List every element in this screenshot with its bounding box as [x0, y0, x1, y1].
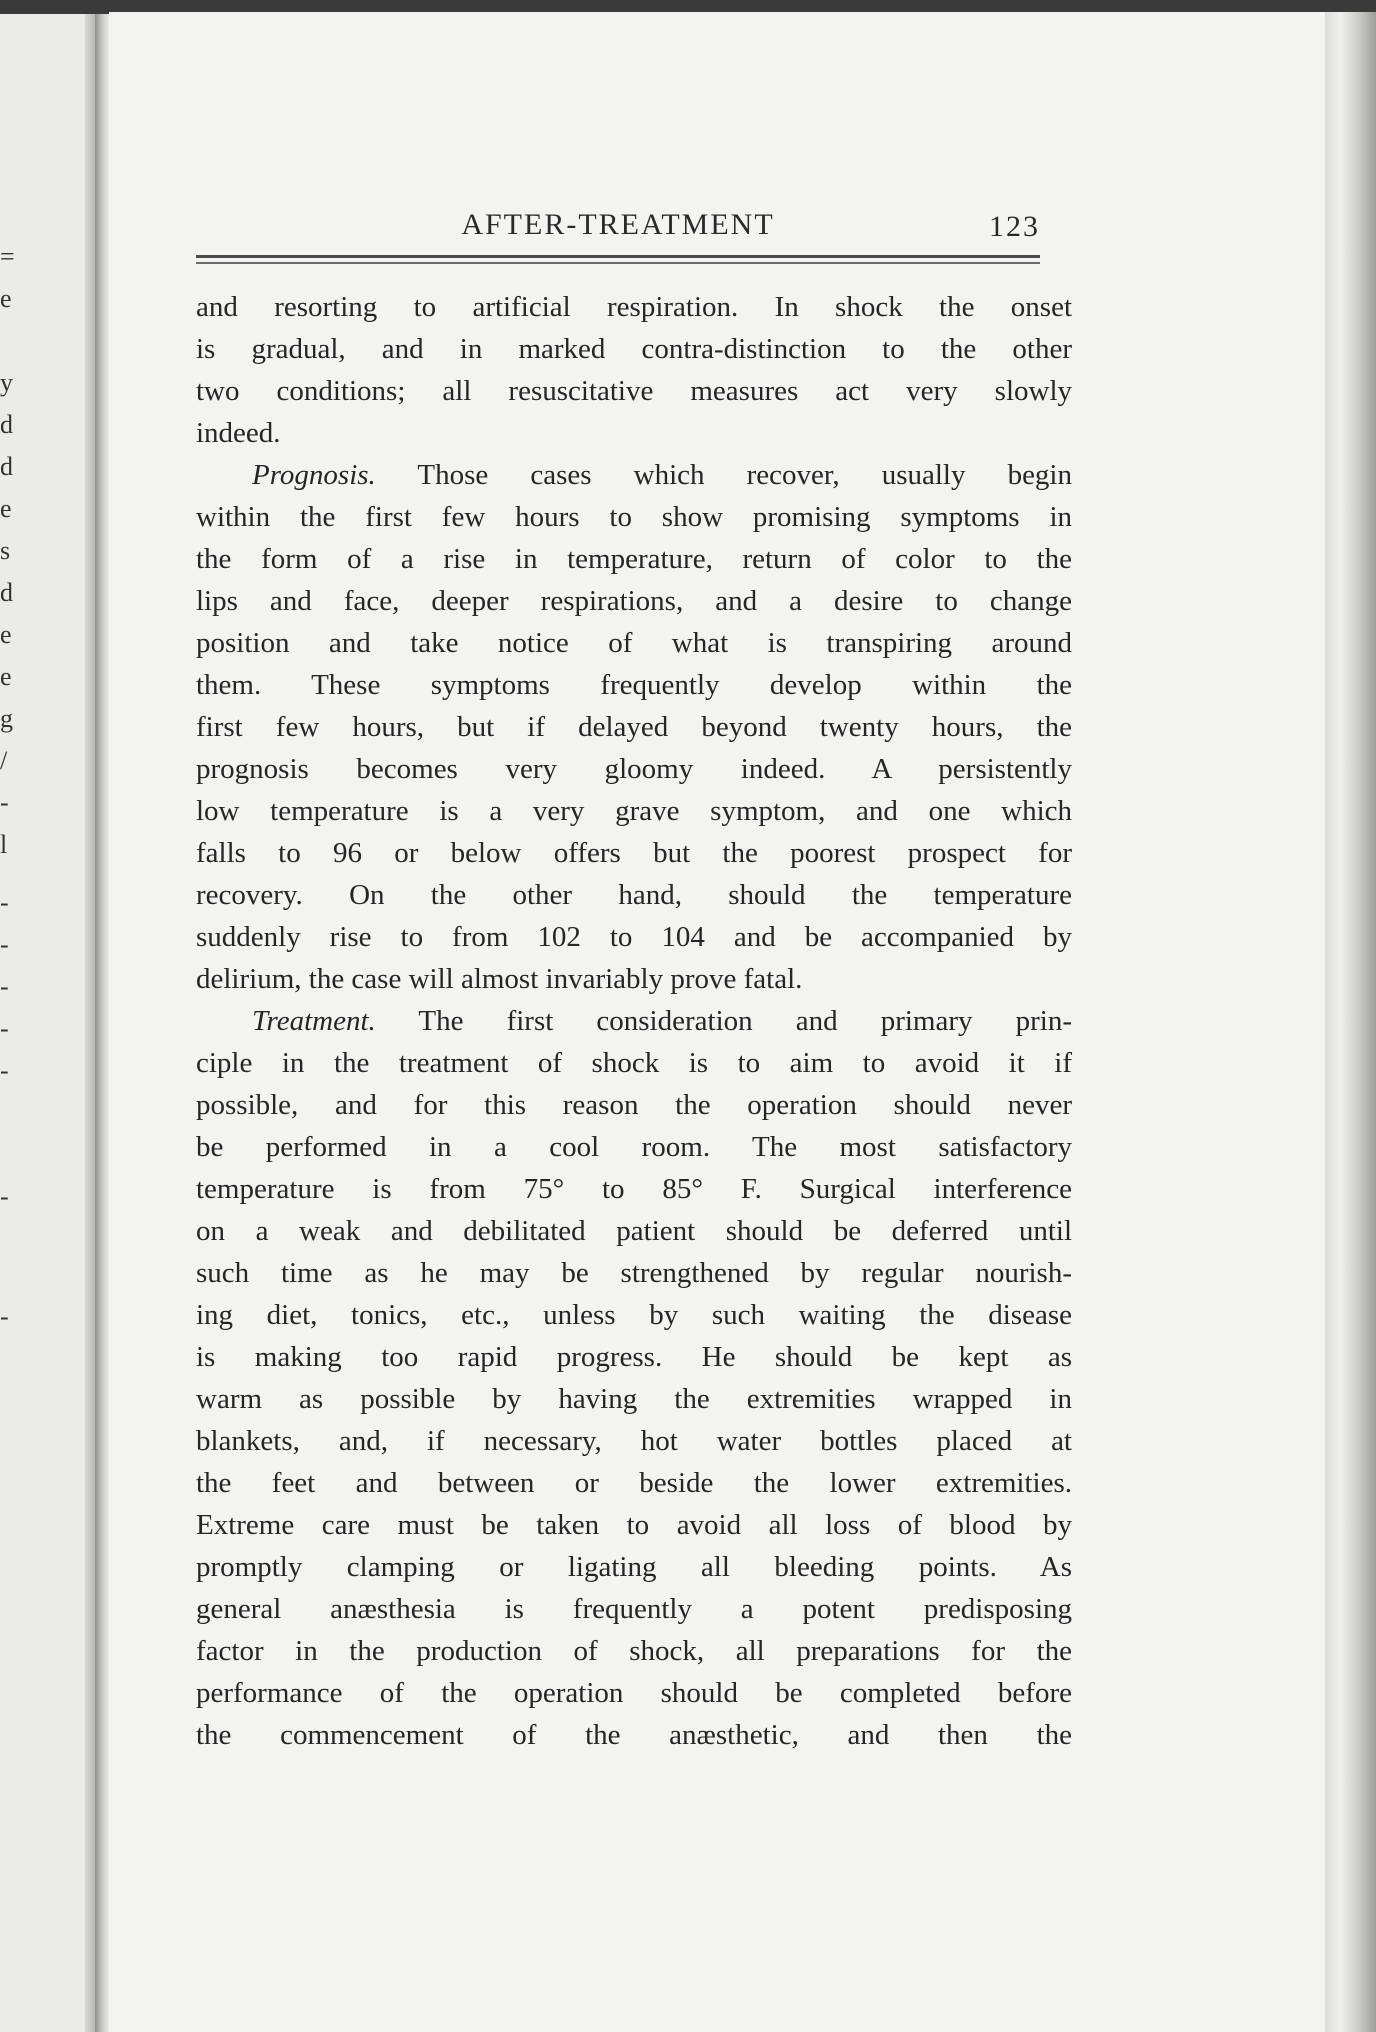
left-page-fragment: e — [0, 620, 12, 649]
paragraph-first-line — [196, 454, 1072, 496]
left-page-fragment: - — [0, 788, 9, 817]
gutter-shadow — [85, 14, 95, 2032]
text-line: first few hours, but if delayed beyond twenty hours, the — [196, 711, 1072, 743]
left-page-fragment: e — [0, 494, 12, 523]
body-text — [196, 286, 1072, 1756]
left-page-edge — [0, 14, 95, 2032]
header-rule-thin — [196, 262, 1040, 264]
text-line: within the first few hours to show promising symptoms in — [196, 501, 1072, 533]
left-page-fragment: - — [0, 1182, 9, 1211]
text-line: them. These symptoms frequently develop within the — [196, 669, 1072, 701]
left-page-fragment: e — [0, 284, 12, 313]
left-page-fragment: - — [0, 1302, 9, 1331]
left-page-fragment: g — [0, 704, 13, 733]
text-line: blankets, and, if necessary, hot water bottles placed at — [196, 1425, 1072, 1457]
text-line: indeed. — [196, 417, 281, 449]
text-line: suddenly rise to from 102 to 104 and be accompanied by — [196, 921, 1072, 953]
text-line: position and take notice of what is transpiring around — [196, 627, 1072, 659]
page-number: 123 — [989, 210, 1040, 243]
left-page-fragment: d — [0, 410, 13, 439]
text-line: promptly clamping or ligating all bleeding points. As — [196, 1551, 1072, 1583]
text-line: be performed in a cool room. The most satisfactory — [196, 1131, 1072, 1163]
text-line: such time as he may be strengthened by regular nourish- — [196, 1257, 1072, 1289]
left-page-fragment: e — [0, 662, 12, 691]
left-page-fragment: d — [0, 452, 13, 481]
text-line: and resorting to artificial respiration. In shock the onset — [196, 291, 1072, 323]
text-run: The first consideration and primary prin- — [418, 1005, 1072, 1037]
page-edge-shadow — [1325, 12, 1376, 2032]
text-run: Those cases which recover, usually begin — [417, 459, 1072, 491]
text-line: general anæsthesia is frequently a potent predisposing — [196, 1593, 1072, 1625]
text-line: lips and face, deeper respirations, and a desire to change — [196, 585, 1072, 617]
text-line: ing diet, tonics, etc., unless by such waiting the disease — [196, 1299, 1072, 1331]
page-title: AFTER-TREATMENT — [461, 208, 775, 241]
text-line: recovery. On the other hand, should the temperature — [196, 879, 1072, 911]
text-line: two conditions; all resuscitative measures act very slowly — [196, 375, 1072, 407]
header-rule-thick — [196, 255, 1040, 258]
section-heading-prognosis: Prognosis. — [252, 459, 376, 491]
paragraph-first-line — [196, 1000, 1072, 1042]
text-line: ciple in the treatment of shock is to aim to avoid it if — [196, 1047, 1072, 1079]
left-page-fragment: l — [0, 830, 8, 859]
text-line: delirium, the case will almost invariably prove fatal. — [196, 963, 803, 995]
text-line: on a weak and debilitated patient should be deferred until — [196, 1215, 1072, 1247]
left-page-fragment: s — [0, 536, 11, 565]
left-page-fragment: y — [0, 368, 13, 397]
text-line: performance of the operation should be completed before — [196, 1677, 1072, 1709]
text-line: Extreme care must be taken to avoid all loss of blood by — [196, 1509, 1072, 1541]
book-spine — [95, 14, 109, 2032]
text-line: possible, and for this reason the operation should never — [196, 1089, 1072, 1121]
text-line: prognosis becomes very gloomy indeed. A persistently — [196, 753, 1072, 785]
text-line: warm as possible by having the extremities wrapped in — [196, 1383, 1072, 1415]
left-page-fragment: - — [0, 1014, 9, 1043]
text-line: factor in the production of shock, all preparations for the — [196, 1635, 1072, 1667]
text-line: the form of a rise in temperature, return of color to the — [196, 543, 1072, 575]
left-page-fragment: - — [0, 1056, 9, 1085]
left-page-fragment: - — [0, 930, 9, 959]
running-head — [196, 208, 1040, 248]
text-line: is making too rapid progress. He should be kept as — [196, 1341, 1072, 1373]
text-line: the commencement of the anæsthetic, and then the — [196, 1719, 1072, 1751]
section-heading-treatment: Treatment. — [252, 1005, 376, 1037]
left-page-fragment: d — [0, 578, 13, 607]
text-line: low temperature is a very grave symptom, and one which — [196, 795, 1072, 827]
left-page-fragment: - — [0, 888, 9, 917]
text-line: is gradual, and in marked contra-distinction to the other — [196, 333, 1072, 365]
left-page-fragment: / — [0, 746, 8, 775]
left-page-fragment: - — [0, 972, 9, 1001]
text-line: falls to 96 or below offers but the poorest prospect for — [196, 837, 1072, 869]
text-line: the feet and between or beside the lower extremities. — [196, 1467, 1072, 1499]
text-line: temperature is from 75° to 85° F. Surgical interference — [196, 1173, 1072, 1205]
left-page-fragment: = — [0, 242, 15, 271]
